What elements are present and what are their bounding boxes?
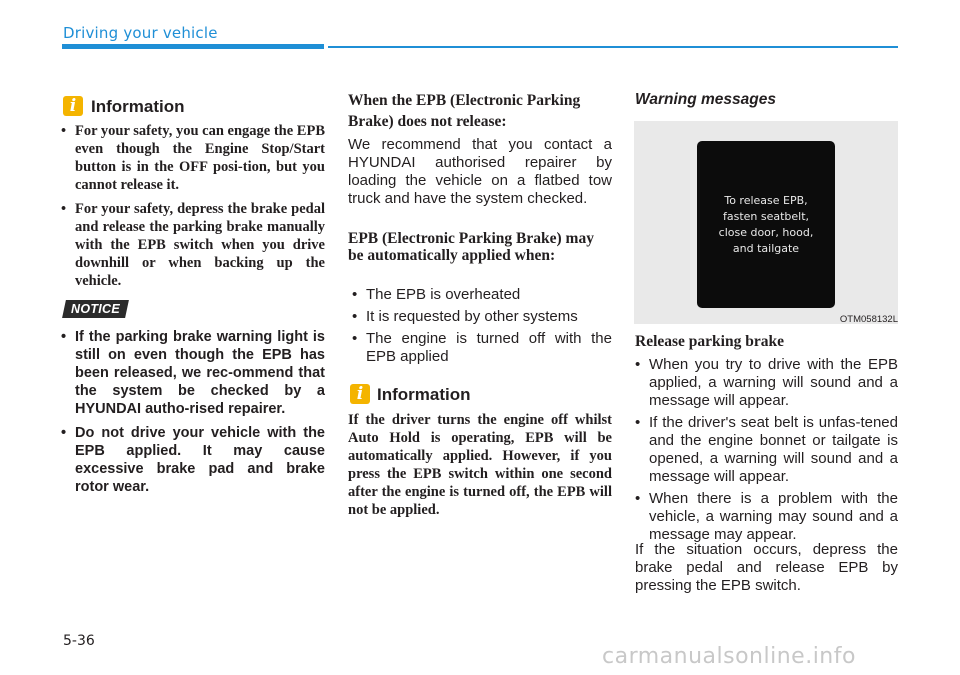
- release-parking-brake-heading: Release parking brake: [635, 333, 784, 350]
- release-bullet-1: • When you try to drive with the EPB applied, a warning will sound and a message will appear.: [635, 356, 898, 410]
- info-heading: Information: [91, 97, 185, 116]
- notice-bullet-1: • If the parking brake warning light is still on even though the EPB has been released, we rec-ommend that the system be checked by a HYUNDAI autho-rised repairer.: [61, 328, 325, 418]
- auto-apply-bullet-2: • It is requested by other systems: [352, 308, 612, 326]
- auto-apply-bullet-3: • The engine is turned off with the EPB applied: [352, 330, 612, 366]
- figure-code: OTM058132L: [839, 314, 898, 325]
- info-heading-2: Information: [377, 385, 471, 404]
- cluster-message-line-3: close door, hood,: [718, 226, 814, 239]
- info-bullet-2: • For your safety, depress the brake pedal and release the parking brake manually with the EPB switch when you drive downhill or when backing up the vehicle.: [61, 200, 325, 290]
- header-rule-thick: [62, 44, 324, 49]
- release-list: [635, 356, 898, 548]
- info-icon: i: [350, 384, 370, 404]
- header-rule-thin: [328, 46, 898, 48]
- notice-badge: [62, 300, 129, 318]
- info-icon: i: [63, 96, 83, 116]
- watermark: carmanualsonline.info: [602, 644, 856, 669]
- notice-label: NOTICE: [71, 302, 121, 316]
- cluster-message-line-2: fasten seatbelt,: [722, 210, 810, 223]
- cluster-display: [697, 141, 835, 308]
- notice-list: [61, 328, 325, 502]
- release-bullet-2: • If the driver's seat belt is unfas-tened and the engine bonnet or tailgate is opened, a warning will sound and a message will appear.: [635, 414, 898, 486]
- warning-messages-heading: Warning messages: [635, 91, 776, 108]
- cluster-message: [697, 193, 835, 257]
- cluster-message-line-4: and tailgate: [732, 242, 800, 255]
- section-title: Driving your vehicle: [63, 24, 218, 42]
- info-list: [61, 122, 325, 296]
- page-number: 5-36: [63, 633, 95, 649]
- epb-not-release-paragraph: We recommend that you contact a HYUNDAI authorised repairer by loading the vehicle on a flatbed tow truck and have the system checked.: [348, 136, 612, 207]
- cluster-message-line-1: To release EPB,: [724, 194, 808, 207]
- epb-auto-apply-heading: EPB (Electronic Parking Brake) may be automatically applied when:: [348, 230, 594, 264]
- auto-hold-info-paragraph: If the driver turns the engine off whilst Auto Hold is operating, EPB will be automatically applied. However, if you press the EPB switch within one second after the engine is turned off, the EPB will not be applied.: [348, 412, 612, 518]
- release-closing-paragraph: If the situation occurs, depress the brake pedal and release EPB by pressing the EPB switch.: [635, 541, 898, 594]
- auto-apply-bullet-1: • The EPB is overheated: [352, 286, 612, 304]
- info-bullet-1: • For your safety, you can engage the EPB even though the Engine Stop/Start button is in the OFF posi-tion, but you cannot release it.: [61, 122, 325, 194]
- epb-not-release-heading: When the EPB (Electronic Parking Brake) does not release:: [348, 92, 581, 130]
- release-bullet-3: • When there is a problem with the vehicle, a warning may sound and a message may appear.: [635, 490, 898, 544]
- notice-bullet-2: • Do not drive your vehicle with the EPB applied. It may cause excessive brake pad and brake rotor wear.: [61, 424, 325, 496]
- auto-apply-list: [352, 286, 612, 370]
